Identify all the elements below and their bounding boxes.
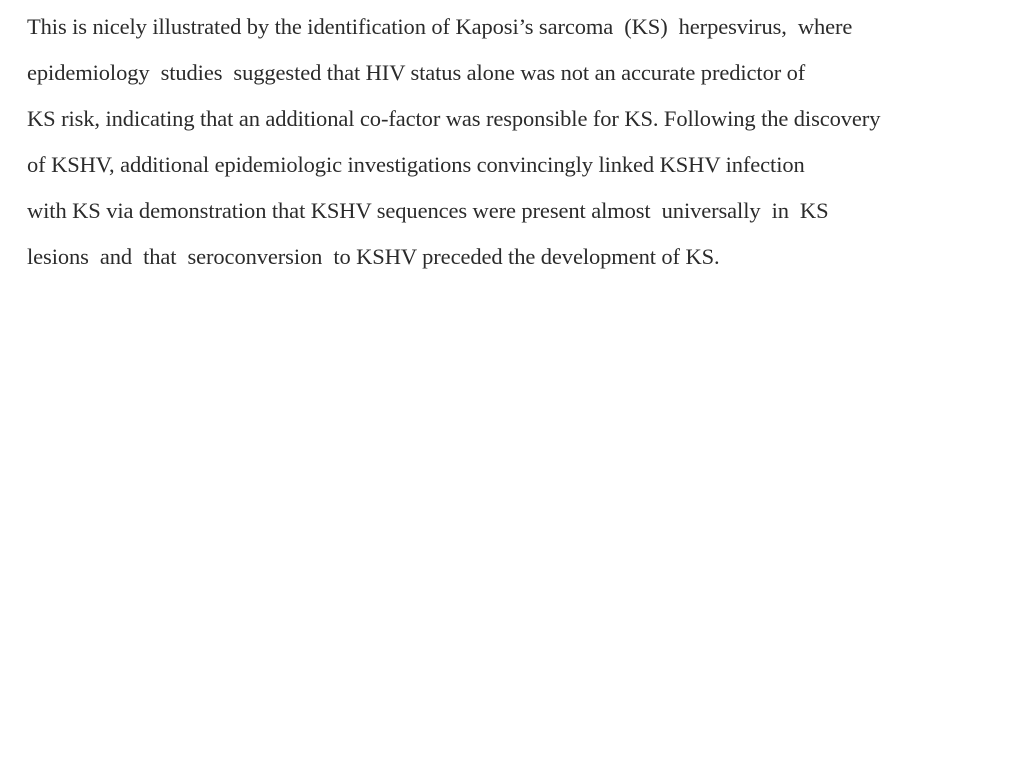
paragraph-line-2: epidemiology studies suggested that HIV status alone was not an accurate predictor of	[27, 60, 806, 85]
paragraph-line-5: with KS via demonstration that KSHV sequences were present almost universally in KS	[27, 198, 829, 223]
body-paragraph	[27, 4, 1007, 280]
paragraph-line-3: KS risk, indicating that an additional co-factor was responsible for KS. Following the discovery	[27, 106, 881, 131]
paragraph-line-4: of KSHV, additional epidemiologic investigations convincingly linked KSHV infection	[27, 152, 805, 177]
paragraph-line-1: This is nicely illustrated by the identification of Kaposi’s sarcoma (KS) herpesvirus, where	[27, 14, 853, 39]
paragraph-line-6: lesions and that seroconversion to KSHV preceded the development of KS.	[27, 244, 720, 269]
